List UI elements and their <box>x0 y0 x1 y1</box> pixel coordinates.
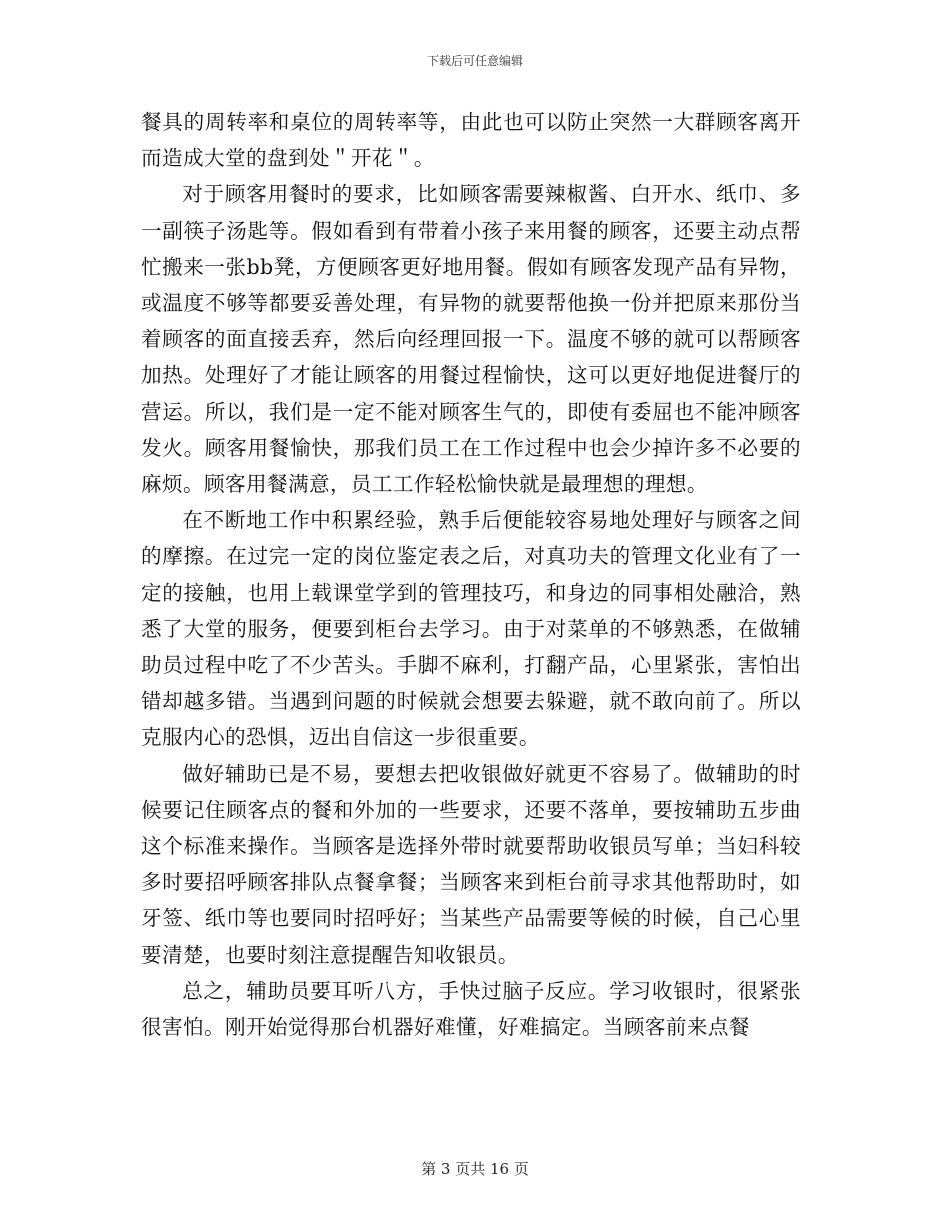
paragraph-4: 做好辅助已是不易，要想去把收银做好就更不容易了。做辅助的时候要记住顾客点的餐和外加的一些要求，还要不落单，要按辅助五步曲这个标准来操作。当顾客是选择外带时就要帮助收银员写单；当妇科较多时要招呼顾客排队点餐拿餐；当顾客来到柜台前寻求其他帮助时，如牙签、纸巾等也要同时招呼好；当某些产品需要等候的时候，自己心里要清楚，也要时刻注意提醒告知收银员。 <box>141 761 801 967</box>
paragraph-1: 餐具的周转率和桌位的周转率等，由此也可以防止突然一大群顾客离开而造成大堂的盘到处＂开花＂。 <box>141 110 801 171</box>
paragraph-5: 总之，辅助员要耳听八方，手快过脑子反应。学习收银时，很紧张很害怕。刚开始觉得那台机器好难懂，好难搞定。当顾客前来点餐 <box>141 978 801 1040</box>
page-footer: 第 3 页共 16 页 <box>421 1160 529 1178</box>
paragraph-3: 在不断地工作中积累经验，熟手后便能较容易地处理好与顾客之间的摩擦。在过完一定的岗位鉴定表之后，对真功夫的管理文化业有了一定的接触，也用上载课堂学到的管理技巧，和身边的同事相处融洽，熟悉了大堂的服务，便要到柜台去学习。由于对菜单的不够熟悉，在做辅助员过程中吃了不少苦头。手脚不麻利，打翻产品，心里紧张，害怕出错却越多错。当遇到问题的时候就会想要去躲避，就不敢向前了。所以克服内心的恐惧，迈出自信这一步很重要。 <box>141 508 801 750</box>
paragraph-2: 对于顾客用餐时的要求，比如顾客需要辣椒酱、白开水、纸巾、多一副筷子汤匙等。假如看到有带着小孩子来用餐的顾客，还要主动点帮忙搬来一张bb凳，方便顾客更好地用餐。假如有顾客发现产品有异物，或温度不够等都要妥善处理，有异物的就要帮他换一份并把原来那份当着顾客的面直接丢弃，然后向经理回报一下。温度不够的就可以帮顾客加热。处理好了才能让顾客的用餐过程愉快，这可以更好地促进餐厅的营运。所以，我们是一定不能对顾客生气的，即使有委屈也不能冲顾客发火。顾客用餐愉快，那我们员工在工作过程中也会少掉许多不必要的麻烦。顾客用餐满意，员工工作轻松愉快就是最理想的理想。 <box>141 182 801 497</box>
page-header: 下载后可任意编辑 <box>426 54 523 68</box>
document-body <box>141 104 801 1045</box>
